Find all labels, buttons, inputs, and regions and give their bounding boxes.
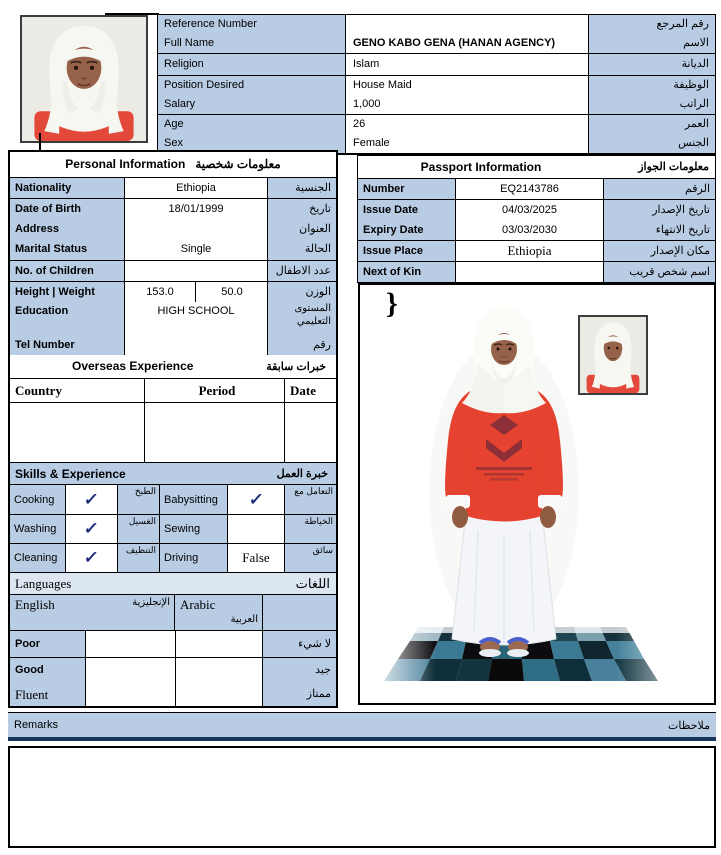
- cleaning-arabic: التنظيف: [118, 544, 160, 572]
- religion-arabic: الديانة: [681, 58, 709, 70]
- full-photo-panel: [358, 283, 716, 705]
- passport-number-value: EQ2143786: [500, 183, 559, 195]
- age-label: Age: [164, 118, 184, 130]
- cooking-checkmark: ✓: [83, 489, 101, 509]
- good-fluent-labels: [10, 658, 86, 706]
- skills-title-ar: خبرة العمل: [276, 468, 328, 481]
- english-arabic: الإنجليزية: [132, 597, 170, 609]
- good-fluent-english-cell: [86, 658, 176, 706]
- position-arabic: الوظيفة: [673, 79, 709, 91]
- issue-place-label: Issue Place: [363, 245, 423, 257]
- next-of-kin-label: Next of Kin: [363, 266, 422, 278]
- weight-value: 50.0: [221, 285, 243, 298]
- fluent-arabic-label: ممتاز: [306, 688, 331, 700]
- language-header-filler: [263, 595, 336, 630]
- address-value: [125, 219, 267, 239]
- remarks-empty-box: [8, 746, 716, 848]
- cleaning-checkmark: ✓: [83, 548, 101, 568]
- passport-title: [358, 156, 715, 179]
- skills-title: [10, 463, 336, 485]
- candidate-full-photo: [366, 291, 706, 701]
- header-band-age: [158, 115, 715, 153]
- header-band-religion: [158, 54, 715, 76]
- personal-information-title: [10, 152, 336, 178]
- cooking-label: Cooking: [10, 485, 66, 514]
- overseas-col-country: Country: [10, 379, 145, 402]
- sex-arabic: الجنس: [678, 137, 709, 149]
- issue-place-value: Ethiopia: [507, 243, 552, 258]
- height-weight-arabic: الوزن: [305, 285, 331, 298]
- dob-label: Date of Birth: [15, 202, 81, 215]
- tel-number-arabic: رقم: [313, 338, 331, 351]
- header-table: [157, 14, 716, 155]
- good-arabic-label: جيد: [315, 664, 331, 676]
- height-weight-values: [125, 282, 267, 302]
- driving-value: False: [242, 550, 270, 566]
- remarks-arabic: ملاحظات: [668, 719, 710, 732]
- good-label: Good: [15, 664, 44, 676]
- dob-arabic: تاريخ: [309, 202, 331, 215]
- personal-information-title-ar: معلومات شخصية: [195, 157, 281, 172]
- passport-title-en: Passport Information: [420, 160, 542, 174]
- overseas-title-ar: خبرات سابقة: [266, 360, 326, 373]
- overseas-col-period: Period: [145, 379, 285, 402]
- nationality-arabic: الجنسية: [295, 181, 331, 194]
- children-row: [10, 261, 336, 282]
- full-name-value: GENO KABO GENA (HANAN AGENCY): [353, 37, 556, 49]
- overseas-experience-title: [10, 355, 336, 379]
- level-row-poor: [10, 631, 336, 658]
- portrait-illustration: [22, 17, 146, 141]
- candidate-photo-inset: [578, 315, 648, 395]
- candidate-photo: [20, 15, 148, 143]
- overseas-country-cell: [10, 403, 145, 463]
- arabic-label: Arabic: [180, 597, 216, 613]
- salary-label: Salary: [164, 98, 196, 110]
- issue-place-row: [358, 241, 715, 262]
- languages-title-en: Languages: [15, 575, 72, 591]
- skills-row-3: [10, 544, 336, 573]
- brace-artifact: }: [386, 287, 398, 320]
- table-border-stub: [105, 13, 159, 15]
- cleaning-label: Cleaning: [10, 544, 66, 572]
- washing-arabic: الغسيل: [118, 515, 160, 543]
- reference-number-value: [353, 15, 588, 34]
- issue-date-value: 04/03/2025: [501, 204, 558, 216]
- tel-number-label: Tel Number: [15, 338, 75, 351]
- education-arabic: المستوى التعليمي: [294, 302, 331, 327]
- height-weight-label: Height | Weight: [15, 285, 95, 298]
- figure: [429, 307, 579, 657]
- sex-value: Female: [353, 137, 390, 149]
- children-label: No. of Children: [15, 264, 94, 277]
- issue-date-label: Issue Date: [363, 204, 419, 216]
- passport-number-arabic: الرقم: [684, 183, 710, 195]
- passport-number-row: [358, 179, 715, 200]
- fluent-label: Fluent: [15, 687, 49, 702]
- header-band-position: [158, 76, 715, 115]
- babysitting-checkmark: ✓: [247, 489, 265, 509]
- poor-arabic-label: لا شيء: [263, 631, 336, 657]
- english-header-cell: [10, 595, 175, 630]
- skills-row-2: [10, 515, 336, 544]
- salary-arabic: الراتب: [679, 98, 709, 110]
- religion-value: Islam: [353, 58, 380, 70]
- driving-arabic: سائق: [285, 544, 336, 572]
- religion-label: Religion: [164, 58, 204, 70]
- passport-number-label: Number: [363, 183, 405, 195]
- language-name-row: [10, 595, 336, 631]
- full-name-label: Full Name: [164, 37, 215, 49]
- children-value: [125, 261, 267, 281]
- poor-english-cell: [86, 631, 176, 657]
- driving-label: Driving: [160, 544, 228, 572]
- good-fluent-arabic-cell: [176, 658, 263, 706]
- salary-value: 1,000: [353, 98, 381, 110]
- marital-status-value: Single: [180, 242, 212, 255]
- header-band-name: [158, 15, 715, 54]
- dob-value: 18/01/1999: [168, 202, 224, 215]
- passport-dates-band: [358, 200, 715, 241]
- nationality-label: Nationality: [15, 181, 72, 194]
- arabic-arabic: العربية: [230, 614, 258, 626]
- languages-title: [10, 573, 336, 595]
- expiry-date-value: 03/03/2030: [501, 224, 558, 236]
- education-value: HIGH SCHOOL: [157, 304, 235, 317]
- overseas-empty-rows: [10, 403, 336, 464]
- sewing-label: Sewing: [160, 515, 228, 543]
- languages-title-ar: اللغات: [295, 575, 330, 591]
- poor-label: Poor: [10, 631, 86, 657]
- washing-label: Washing: [10, 515, 66, 543]
- arabic-header-cell: [175, 595, 263, 630]
- left-panel: [8, 150, 338, 708]
- overseas-col-date: Date: [290, 382, 316, 398]
- nationality-value: Ethiopia: [176, 181, 216, 194]
- expiry-date-label: Expiry Date: [363, 224, 424, 236]
- english-label: English: [15, 597, 55, 613]
- babysitting-label: Babysitting: [160, 485, 228, 514]
- passport-title-ar: معلومات الجواز: [638, 161, 709, 173]
- issue-place-arabic: مكان الإصدار: [650, 245, 710, 257]
- level-row-good-fluent: [10, 658, 336, 706]
- remarks-label: Remarks: [14, 719, 59, 731]
- expiry-date-arabic: تاريخ الانتهاء: [655, 224, 710, 236]
- nationality-row: [10, 178, 336, 199]
- skills-row-1: [10, 485, 336, 515]
- tel-number-value: [125, 335, 267, 355]
- overseas-column-headers: [10, 379, 336, 403]
- poor-arabic-cell: [176, 631, 263, 657]
- overseas-period-cell: [145, 403, 285, 463]
- sex-label: Sex: [164, 137, 183, 149]
- address-arabic: العنوان: [299, 222, 331, 235]
- overseas-date-cell: [285, 403, 336, 463]
- marital-status-arabic: الحالة: [304, 242, 331, 255]
- position-value: House Maid: [353, 79, 412, 91]
- height-value: 153.0: [125, 282, 196, 302]
- reference-number-label: Reference Number: [164, 18, 257, 30]
- passport-section: [357, 155, 716, 283]
- washing-checkmark: ✓: [83, 519, 101, 539]
- issue-date-arabic: تاريخ الإصدار: [652, 204, 710, 216]
- children-arabic: عدد الاطفال: [275, 264, 331, 277]
- overseas-title-en: Overseas Experience: [72, 359, 194, 374]
- full-name-arabic: الاسم: [683, 37, 709, 49]
- position-label: Position Desired: [164, 79, 245, 91]
- next-of-kin-row: [358, 262, 715, 282]
- remarks-header: [8, 712, 716, 741]
- next-of-kin-arabic: اسم شخص قريب: [629, 266, 710, 278]
- height-education-tel-band: [10, 282, 336, 355]
- table-border-stub-vertical: [39, 133, 41, 151]
- marital-status-label: Marital Status: [15, 242, 88, 255]
- next-of-kin-value: [456, 262, 603, 282]
- birth-address-marital-band: [10, 199, 336, 261]
- age-arabic: العمر: [684, 118, 709, 130]
- babysitting-arabic: التعامل مع: [285, 485, 336, 514]
- sewing-arabic: الخياطة: [285, 515, 336, 543]
- personal-information-title-en: Personal Information: [65, 157, 186, 172]
- good-fluent-arabic-labels: [263, 658, 336, 706]
- skills-title-en: Skills & Experience: [15, 466, 126, 481]
- cooking-arabic: الطبخ: [118, 485, 160, 514]
- reference-number-arabic: رقم المرجع: [656, 18, 709, 30]
- education-label: Education: [15, 304, 69, 317]
- age-value: 26: [353, 118, 366, 130]
- portrait-illustration-small: [580, 317, 646, 393]
- address-label: Address: [15, 222, 60, 235]
